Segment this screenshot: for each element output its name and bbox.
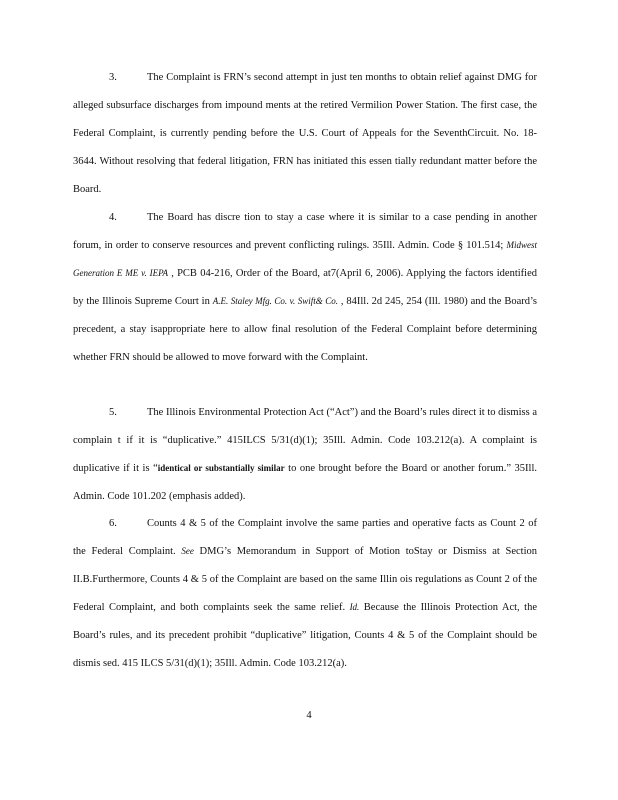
paragraph-text: The Board has discre tion to stay a case where it is similar to a case pending in another forum, in order to conserve resources and prevent conflicting rulings. 35Ill. Admin. Code § 101.514;: [73, 212, 537, 251]
paragraph-text: DMG’s Memorandum in Support of Motion toStay or Dismiss at Section II.B.Furthermore, Counts 4 & 5 of the Complaint are based on the same Illin ois regulations as Count 2 of the Federal Complaint, and both complaints seek the same relief.: [73, 545, 537, 613]
paragraph-text: , PCB 04-216, Order of the Board, at7(April 6, 2006). Applying the factors identified by the Illinois Supreme Court in: [73, 267, 537, 307]
paragraph-text: The Complaint is FRN’s second attempt in just ten months to obtain relief against DMG for alleged subsurface discharges from impound ments at the retired Vermilion Power Station. The first case, the Federal Complaint, is currently pending before the U.S. Court of Appeals for the SeventhCircuit. No. 18-3644. Without resolving that federal litigation, FRN has initiated this essen tially redundant matter before the Board.: [73, 72, 537, 195]
paragraph-text: Counts 4 & 5 of the Complaint involve the same parties and operative facts as Count 2 of the Federal Complaint.: [73, 518, 537, 557]
paragraph-5: [73, 399, 537, 511]
paragraph-text: Because the Illinois Protection Act, the Board’s rules, and its precedent prohibit “duplicative” litigation, Counts 4 & 5 of the Complaint should be dismis sed. 415 ILCS 5/31(d)(1); 35Ill. Admin. Code 103.212(a).: [73, 601, 537, 669]
emphasized-text: identical or substantially similar: [157, 462, 285, 473]
paragraph-number: 4.: [109, 212, 117, 223]
case-citation: A.E. Staley Mfg. Co. v. Swift& Co.: [212, 295, 338, 306]
paragraph-number: 5.: [109, 407, 117, 418]
paragraph-6: [73, 510, 537, 677]
paragraph-3: [73, 64, 537, 204]
case-citation: Midwest Generation E ME v. IEPA: [73, 239, 537, 278]
page-number: 4: [306, 710, 312, 721]
paragraph-text: , 84Ill. 2d 245, 254 (Ill. 1980) and the Board’s precedent, a stay isappropriate here to allow final resolution of the Federal Complaint before determining whether FRN should be allowed to move forward with the Complaint.: [73, 295, 537, 363]
paragraph-text: to one brought before the Board or another forum.” 35Ill. Admin. Code 101.202 (emphasis added).: [73, 462, 537, 502]
paragraph-4: [73, 204, 537, 371]
paragraph-number: 6.: [109, 518, 117, 529]
signal-word: Id.: [349, 601, 360, 612]
paragraph-text: The Illinois Environmental Protection Act (“Act”) and the Board’s rules direct it to dismiss a complain t if it is “duplicative.” 415ILCS 5/31(d)(1); 35Ill. Admin. Code 103.212(a). A complaint is duplicative if it is “: [73, 407, 537, 474]
signal-word: See: [181, 545, 194, 556]
paragraph-number: 3.: [109, 72, 117, 83]
